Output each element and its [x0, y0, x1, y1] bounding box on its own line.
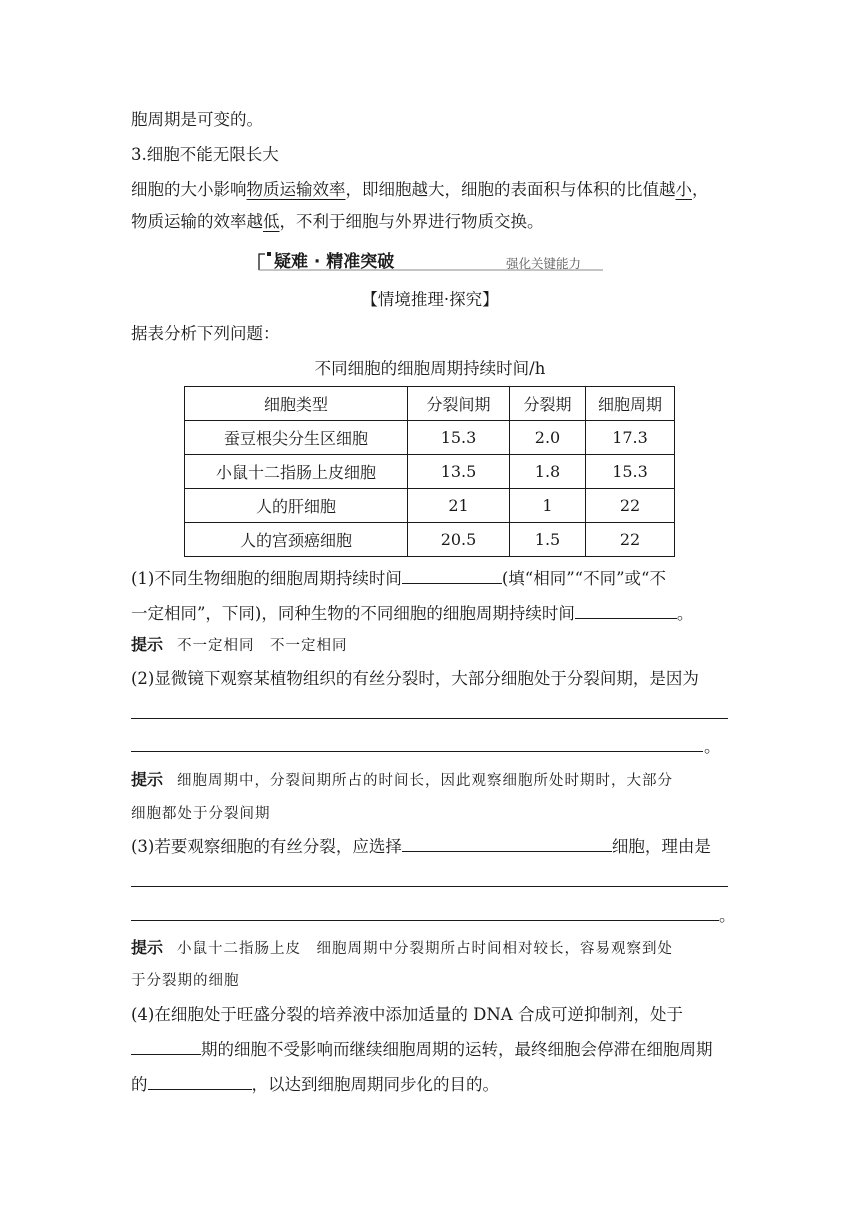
table-row [185, 523, 675, 557]
text: ，以达到细胞周期同步化的目的。 [251, 1075, 499, 1094]
table-row [185, 489, 675, 523]
answer-blank [402, 834, 612, 852]
question-2-end: 。 [704, 737, 721, 756]
text: (1)不同生物细胞的细胞周期持续时间 [131, 569, 402, 588]
answer-blank [148, 1072, 252, 1090]
question-4-line-3 [131, 1072, 499, 1097]
section-heading [131, 143, 279, 167]
table-cell: 22 [586, 523, 675, 557]
table-cell: 15.3 [408, 421, 510, 455]
tip-label: 提示 [131, 938, 164, 957]
question-4-line-1 [131, 1003, 683, 1027]
table-cell: 1.5 [510, 523, 586, 557]
intro-line [131, 108, 263, 132]
lead-text: 据表分析下列问题： [131, 324, 280, 343]
text: (填“相同”“不同”或“不 [501, 569, 666, 588]
question-2-tip-line-1 [131, 768, 673, 793]
text: 。 [676, 604, 694, 623]
section-banner [258, 246, 603, 272]
table-header: 细胞周期 [586, 387, 675, 421]
question-2-line-1 [131, 667, 699, 691]
table-cell: 13.5 [408, 455, 510, 489]
text: 的 [131, 1075, 148, 1094]
table-cell: 人的宫颈癌细胞 [185, 523, 408, 557]
answer-line [131, 886, 728, 887]
answer-blank [131, 1037, 201, 1055]
tip-label: 提示 [131, 770, 164, 789]
answer-line [131, 751, 703, 752]
table-cell: 20.5 [408, 523, 510, 557]
text: (4)在细胞处于旺盛分裂的培养液中添加适量的 DNA 合成可逆抑制剂，处于 [131, 1005, 683, 1024]
underlined-term: 物质运输效率 [246, 180, 346, 199]
text: (3)若要观察细胞的有丝分裂，应选择 [131, 837, 402, 856]
question-4-line-2 [131, 1037, 713, 1062]
banner-title: 疑难 · 精准突破 [274, 252, 395, 272]
text: ，即细胞越大，细胞的表面积与体积的比值越 [345, 180, 676, 199]
table-cell: 小鼠十二指肠上皮细胞 [185, 455, 408, 489]
answer-blank [575, 601, 677, 619]
question-3-tip-line-1 [131, 936, 673, 961]
table-cell: 蚕豆根尖分生区细胞 [185, 421, 408, 455]
table-header-row [185, 387, 675, 421]
table-cell: 1.8 [510, 455, 586, 489]
text: 细胞，理由是 [611, 837, 711, 856]
table-header: 分裂期 [510, 387, 586, 421]
question-1-line-2 [131, 601, 693, 626]
question-1-tip [131, 633, 348, 658]
question-3-end: 。 [719, 906, 736, 925]
intro-text: 胞周期是可变的。 [131, 110, 263, 129]
text: 期的细胞不受影响而继续细胞周期的运转，最终细胞会停滞在细胞周期 [201, 1040, 713, 1059]
table-caption: 不同细胞的细胞周期持续时间/h [314, 359, 546, 378]
text: ， [692, 180, 709, 199]
question-3-line-1 [131, 834, 711, 859]
paragraph-line-1 [131, 178, 709, 202]
tip-answer: 于分裂期的细胞 [131, 973, 240, 989]
text: ，不利于细胞与外界进行物质交换。 [279, 212, 544, 231]
table-cell: 17.3 [586, 421, 675, 455]
text: 一定相同”，下同)，同种生物的不同细胞的细胞周期持续时间 [131, 604, 575, 623]
question-2-tip-line-2 [131, 801, 271, 826]
underlined-term: 低 [263, 212, 280, 231]
question-3-tip-line-2 [131, 968, 240, 993]
text: 细胞的大小影响 [131, 180, 247, 199]
answer-line [131, 718, 728, 719]
question-1-line-1 [131, 566, 666, 591]
table-cell: 人的肝细胞 [185, 489, 408, 523]
table-cell: 1 [510, 489, 586, 523]
cell-cycle-table [184, 386, 675, 557]
paragraph-line-2 [131, 210, 544, 234]
banner-subtitle: 强化关键能力 [506, 256, 582, 271]
tip-answer: 细胞都处于分裂间期 [131, 806, 271, 822]
table-cell: 2.0 [510, 421, 586, 455]
table-cell: 22 [586, 489, 675, 523]
table-header: 分裂间期 [408, 387, 510, 421]
table-row [185, 421, 675, 455]
tip-answer: 小鼠十二指肠上皮 细胞周期中分裂期所占时间相对较长，容易观察到处 [177, 941, 674, 957]
tip-answer: 细胞周期中，分裂间期所占的时间长，因此观察细胞所处时期时，大部分 [177, 773, 674, 789]
heading-text: 3.细胞不能无限长大 [131, 145, 279, 164]
answer-line [131, 920, 719, 921]
underlined-term: 小 [675, 180, 692, 199]
table-header: 细胞类型 [185, 387, 408, 421]
table-row [185, 455, 675, 489]
text: 物质运输的效率越 [131, 212, 263, 231]
text: (2)显微镜下观察某植物组织的有丝分裂时，大部分细胞处于分裂间期，是因为 [131, 669, 699, 688]
table-cell: 21 [408, 489, 510, 523]
table-cell: 15.3 [586, 455, 675, 489]
tip-answer: 不一定相同 不一定相同 [177, 638, 348, 654]
tip-label: 提示 [131, 635, 164, 654]
answer-blank [402, 566, 502, 584]
section-title: 【情境推理·探究】 [361, 290, 499, 309]
